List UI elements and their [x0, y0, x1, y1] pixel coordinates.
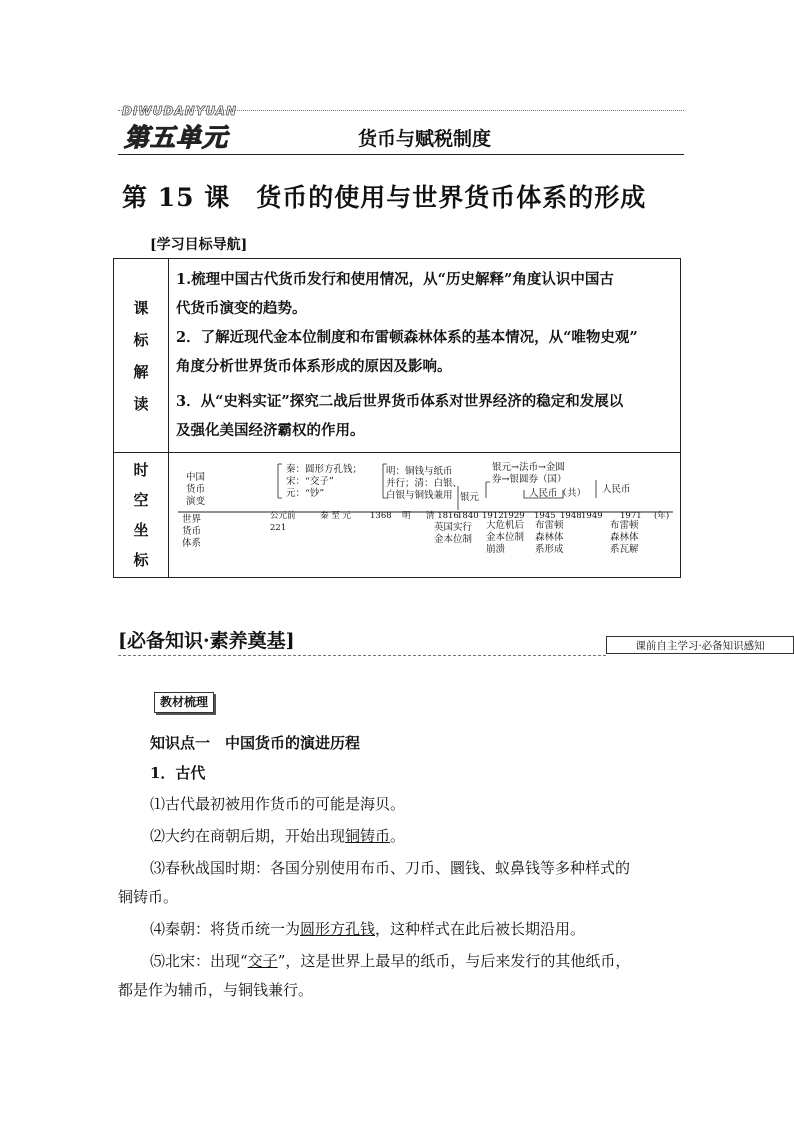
- tick-label: 1948: [560, 511, 582, 521]
- paragraph-5: [150, 950, 630, 972]
- paragraph-4-answer: 圆形方孔钱: [300, 920, 376, 938]
- row-label-char: 空: [133, 491, 149, 509]
- sub-heading: 1．古代: [150, 764, 206, 782]
- cn-event: 人民币（共）: [529, 488, 587, 499]
- world-event: 大危机后: [486, 520, 525, 531]
- section-tag: 课前自主学习·必备知识感知: [606, 636, 794, 654]
- goal-line: 及强化美国经济霸权的作用。: [176, 422, 365, 439]
- lesson-title: 第 15 课 货币的使用与世界货币体系的形成: [122, 183, 647, 212]
- cn-event: 明：铜钱与纸币: [386, 466, 453, 477]
- unit-label: 第五单元: [124, 123, 229, 152]
- unit-header: [118, 104, 684, 158]
- row-label-char: 读: [133, 395, 149, 413]
- goal-line: 角度分析世界货币体系形成的原因及影响。: [176, 358, 452, 375]
- cn-event: 银元→法币→金圆: [492, 462, 565, 473]
- section-rule: [118, 655, 606, 656]
- unit-title: 货币与赋税制度: [358, 128, 492, 150]
- tick-label: (年): [654, 511, 670, 521]
- row-label-char: 坐: [133, 521, 149, 539]
- timeline-diagram: [168, 452, 681, 578]
- tick-label: 1929: [503, 511, 525, 521]
- tick-label: 秦 至 元: [320, 511, 351, 521]
- world-event: 崩溃: [486, 544, 506, 555]
- row-label-char: 时: [133, 461, 149, 479]
- world-label-line: 体系: [182, 538, 202, 549]
- cn-label-line: 演变: [186, 496, 206, 507]
- paragraph-4-end: ，这种样式在此后被长期沿用。: [375, 920, 586, 938]
- cn-event: 人民币: [602, 484, 631, 495]
- world-event: 金本位制: [434, 534, 473, 545]
- world-label-line: 货币: [182, 526, 202, 537]
- paragraph-5-text: ⑸北宋：出现“: [150, 952, 248, 970]
- section-header: [118, 626, 794, 656]
- paragraph-3-line-2: 铜铸币。: [118, 888, 179, 906]
- tick-label: 1945: [534, 511, 556, 521]
- cn-event: 元：“钞”: [286, 488, 325, 499]
- world-event: 系瓦解: [610, 544, 639, 555]
- world-event: 金本位制: [486, 532, 525, 543]
- goal-line: 3．从“史料实证”探究二战后世界货币体系对世界经济的稳定和发展以: [176, 393, 624, 410]
- knowledge-heading: 知识点一 中国货币的演进历程: [150, 734, 361, 752]
- cn-event: 券→银圆券（国）: [492, 474, 567, 485]
- cn-event: 宋：“交子”: [286, 476, 334, 487]
- goal-line: 2．了解近现代金本位制度和布雷顿森林体系的基本情况，从“唯物史观”: [176, 329, 638, 346]
- tick-label: 清 1816: [426, 511, 459, 521]
- tick-label: 1840: [457, 511, 479, 521]
- tick-label: 1971: [620, 511, 642, 521]
- paragraph-4: [150, 918, 585, 940]
- header-rule: [118, 154, 684, 155]
- row-label-char: 标: [133, 331, 149, 349]
- world-label-line: 世界: [182, 514, 202, 525]
- textbook-summary-badge: 教材梳理: [154, 692, 214, 713]
- paragraph-3-line-1: ⑶春秋战国时期：各国分别使用布币、刀币、圜钱、蚁鼻钱等多种样式的: [150, 859, 631, 877]
- tick-label: 公元前: [270, 511, 296, 521]
- world-event: 英国实行: [434, 522, 473, 533]
- tick-label: 221: [270, 523, 287, 533]
- tick-label: 1368: [370, 511, 392, 521]
- world-event: 布雷顿: [535, 520, 564, 531]
- cn-event: 白银与铜钱兼用: [386, 490, 453, 501]
- paragraph-5-end: ”，这是世界上最早的纸币，与后来发行的其他纸币，: [277, 952, 631, 970]
- paragraph-1: ⑴古代最初被用作货币的可能是海贝。: [150, 795, 406, 813]
- cn-label-line: 货币: [186, 484, 206, 495]
- cn-event: 秦：圆形方孔钱；: [286, 464, 363, 475]
- tick-label: 1949: [581, 511, 603, 521]
- paragraph-5-answer: 交子: [247, 952, 278, 970]
- paragraph-2-end: 。: [390, 827, 406, 845]
- cn-event: 银元: [460, 492, 480, 503]
- world-event: 森林体: [610, 532, 639, 543]
- goals-label: [学习目标导航]: [150, 237, 248, 253]
- world-event: 布雷顿: [610, 520, 639, 531]
- row-label-char: 标: [133, 551, 149, 569]
- paragraph-2: [150, 825, 405, 847]
- paragraph-2-answer: 铜铸币: [345, 827, 391, 845]
- paragraph-5-line-2: 都是作为辅币，与铜钱兼行。: [118, 981, 314, 999]
- paragraph-2-text: ⑵大约在商朝后期，开始出现: [150, 827, 346, 845]
- unit-pinyin: DIWUDANYUAN: [122, 104, 237, 118]
- paragraph-4-text: ⑷秦朝：将货币统一为: [150, 920, 301, 938]
- goal-line: 1.梳理中国古代货币发行和使用情况，从“历史解释”角度认识中国古: [176, 271, 614, 288]
- row-label-char: 课: [133, 299, 149, 317]
- row-label-char: 解: [133, 363, 149, 381]
- cn-event: 并行；清：白银、: [386, 478, 463, 489]
- tick-label: 明: [402, 511, 411, 521]
- world-event: 系形成: [535, 544, 564, 555]
- section-title: [必备知识·素养奠基]: [118, 630, 295, 652]
- tick-label: 1912: [482, 511, 504, 521]
- cn-label-line: 中国: [186, 472, 206, 483]
- goal-line: 代货币演变的趋势。: [176, 300, 307, 317]
- world-event: 森林体: [535, 532, 564, 543]
